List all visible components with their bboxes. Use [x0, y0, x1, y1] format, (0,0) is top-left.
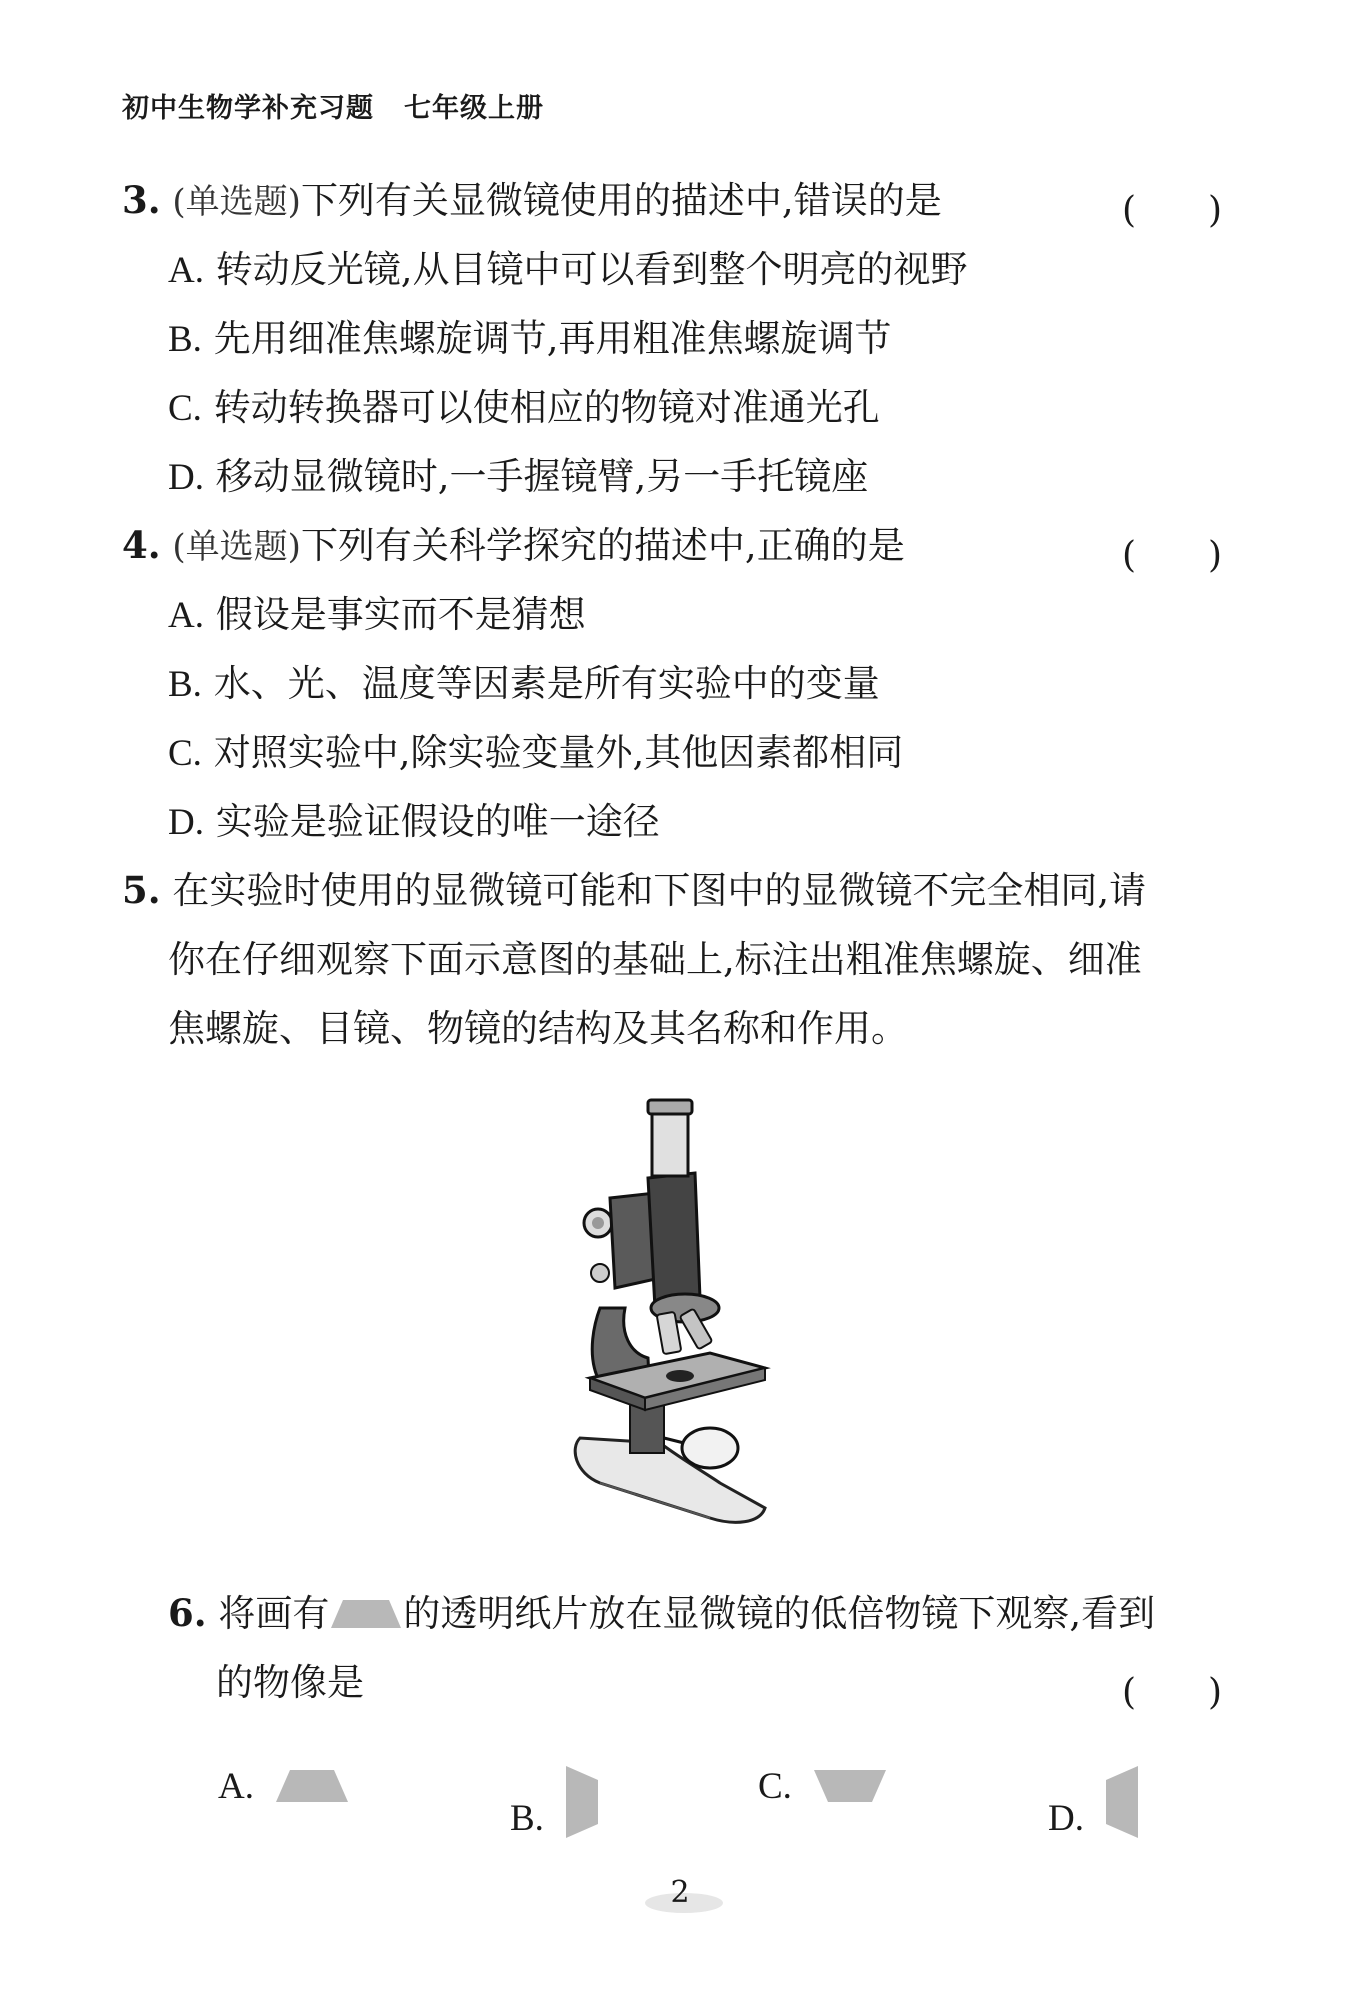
q3-option-c	[168, 386, 880, 429]
q4-answer-blank: ( )	[1122, 535, 1223, 576]
q6-option-a	[218, 1764, 350, 1808]
q3-option-b	[168, 317, 892, 360]
q4-option-b	[168, 662, 880, 705]
q6-answer-blank: ( )	[1122, 1672, 1223, 1713]
q6-stem-line-2: 的物像是	[216, 1661, 364, 1704]
q4-option-d	[168, 800, 660, 843]
q6-stem-after: 的透明纸片放在显微镜的低倍物镜下观察,看到	[403, 1592, 1156, 1635]
q5-number: 5.	[122, 868, 161, 912]
option-label: A.	[168, 250, 204, 291]
q6-option-c	[758, 1764, 888, 1808]
q3-answer-blank: ( )	[1122, 190, 1223, 231]
q5-text: 在实验时使用的显微镜可能和下图中的显微镜不完全相同,请	[172, 869, 1147, 912]
option-text: 移动显微镜时,一手握镜臂,另一手托镜座	[215, 455, 869, 498]
q3-stem	[122, 178, 942, 222]
q6-option-b	[510, 1764, 600, 1840]
grade-label: 七年级上册	[404, 93, 544, 124]
q4-option-c	[168, 731, 904, 774]
option-text: 转动转换器可以使相应的物镜对准通光孔	[213, 386, 880, 429]
q3-type-tag: (单选题)	[172, 182, 301, 222]
option-text: 对照实验中,除实验变量外,其他因素都相同	[213, 731, 904, 774]
q4-number: 4.	[122, 523, 161, 567]
option-text: 水、光、温度等因素是所有实验中的变量	[213, 662, 880, 705]
option-text: 转动反光镜,从目镜中可以看到整个明亮的视野	[215, 248, 968, 291]
page-number: 2	[670, 1875, 690, 1910]
q5-line-2: 你在仔细观察下面示意图的基础上,标注出粗准焦螺旋、细准	[168, 938, 1142, 981]
option-label: B.	[510, 1798, 544, 1839]
q4-type-tag: (单选题)	[172, 527, 301, 567]
q4-stem	[122, 523, 905, 567]
book-title: 初中生物学补充习题	[122, 93, 374, 124]
microscope-figure	[560, 1098, 780, 1528]
trapezoid-wide-top-icon	[812, 1768, 888, 1804]
option-label: A.	[218, 1766, 254, 1807]
option-text: 假设是事实而不是猜想	[215, 593, 586, 636]
trapezoid-right-tall-icon	[1104, 1764, 1140, 1840]
option-label: C.	[168, 733, 202, 774]
q6-number: 6.	[168, 1591, 207, 1635]
option-text: 先用细准焦螺旋调节,再用粗准焦螺旋调节	[213, 317, 892, 360]
option-label: B.	[168, 664, 202, 705]
option-label: D.	[1048, 1798, 1084, 1839]
q3-stem-text: 下列有关显微镜使用的描述中,错误的是	[300, 179, 942, 222]
q6-stem-before: 将画有	[218, 1592, 330, 1635]
q3-option-d	[168, 455, 869, 498]
option-label: A.	[168, 595, 204, 636]
q6-option-d	[1048, 1764, 1140, 1840]
q4-option-a	[168, 593, 586, 636]
q5-line-1	[122, 868, 1147, 912]
trapezoid-left-tall-icon	[564, 1764, 600, 1840]
q5-line-3: 焦螺旋、目镜、物镜的结构及其名称和作用。	[168, 1007, 908, 1050]
option-label: D.	[168, 802, 204, 843]
option-text: 实验是验证假设的唯一途径	[215, 800, 660, 843]
q6-stem	[168, 1591, 1156, 1635]
option-label: D.	[168, 457, 204, 498]
q3-option-a	[168, 248, 968, 291]
q4-stem-text: 下列有关科学探究的描述中,正确的是	[300, 524, 905, 567]
q6-trapezoid-icon	[329, 1596, 403, 1630]
option-label: C.	[168, 388, 202, 429]
option-label: C.	[758, 1766, 792, 1807]
running-header	[122, 86, 544, 125]
trapezoid-wide-bottom-icon	[274, 1768, 350, 1804]
q3-number: 3.	[122, 178, 161, 222]
option-label: B.	[168, 319, 202, 360]
